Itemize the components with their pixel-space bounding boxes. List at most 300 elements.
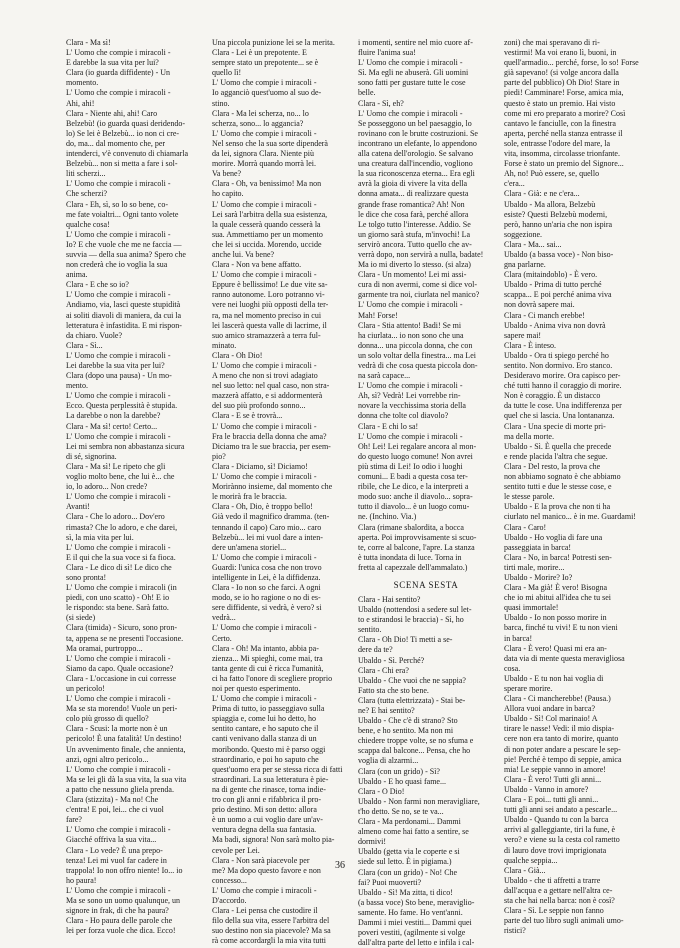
text-line: Clara (mitaindoblo) - È vero. [504,270,598,280]
text-line: Clara - Scusi: la morte non è un [66,724,168,734]
text-line: anima. [66,270,88,280]
text-line: sole, entrasse l'odore del mare, la [504,138,611,148]
text-line: Ubaldo - Non farmi non meravigliare, [358,796,480,806]
text-line: sono fatti per gustare tutte le cose [358,78,466,88]
text-line: Clara - E poi... tutti gli anni... [504,795,599,805]
text-line: Clara - È inteso. [504,340,556,350]
text-line: L' Uomo che compie i miracoli - [212,552,317,562]
text-line: vedrà... [212,613,236,623]
text-line: Forse è stato un premio del Signore... [504,159,624,169]
text-line: vere nei luoghi più opposti della ter- [212,300,329,310]
text-line: quello lì! [212,68,242,78]
text-line: Ma badi, signora! Non sarà molto pia- [212,835,335,845]
text-line: Ubaldo - Che c'è di strano? Sto [358,716,458,726]
text-line: Una piccola punizione lei se la merita. [212,38,335,47]
text-line: rimasta? Che lo adoro, e che darei, [66,522,178,532]
text-line: Clara - Hai sentito? [358,594,421,604]
text-line: che lei si uccida. Morendo, uccide [212,239,322,249]
text-line: Clara - Ci mancherebbe! (Pausa.) [504,694,611,704]
text-line: Clara (timida) - Sicuro, sono pron- [66,623,178,633]
text-line: Clara - Ci manch erebbe! [504,310,585,320]
text-line: almeno come hai fatto a sentire, se [358,827,469,837]
text-line: Clara - O Dio! [358,786,405,796]
text-line: concesso... [212,875,247,885]
text-line: Clara - Eh, sì, so lo so bene, co- [66,199,168,209]
text-line: L' Uomo che compie i miracoli - [212,623,317,633]
text-line: prio destino. Mi son detto: allora [212,805,317,815]
text-line: Clara - Niente ahi, ahi! Caro [66,108,158,118]
text-line: L' Uomo che compie i miracoli - [66,764,171,774]
text-line: noi per questo esperimento. [212,684,301,693]
text-line: Ubaldo - E la prova che non ti ha [504,502,611,512]
text-line: Clara - Non sarà piacevole per [212,855,310,865]
text-line: ché tutti hanno il coraggio di morire. [504,381,622,391]
text-line: parte del tuo libro sugli animali umo- [504,916,624,926]
text-line: mia! Le seppie vanno in amore! [504,764,606,774]
text-line: Clara - No, in barca! Potresti sen- [504,552,612,562]
text-line: di lauro dove trovi imprigionata [504,845,607,855]
text-line: Prima di tutto, io passeggiavo sulla [212,704,325,714]
text-line: Clara - Lo vede? È una prepo- [66,845,163,855]
text-line: arrivi al galleggiante, tiri la fune, è [504,825,616,835]
text-line: mazzerà affatto, e si addormenterà [212,391,323,401]
text-line: un solo voltar della finestra... ma Lei [358,350,476,360]
text-line: L' Uomo che compie i miracoli (in [66,583,177,593]
text-line: Clara (con un grido) - Sì? [358,766,440,776]
text-line: L' Uomo che compie i miracoli - [66,653,171,663]
text-line: L' Uomo che compie i miracoli - [212,128,317,138]
text-line: ai soliti diavoli di maniera, da cui la [66,310,182,320]
text-line: samente. Ho fame. Ho vent'anni. [358,907,463,917]
text-line: ho capito. [212,189,244,199]
text-line: Ubaldo - Io non posso morire in [504,613,607,623]
text-line: Ubaldo - Sì. Perché? [358,655,425,665]
text-line: pie! Perché è tempo di seppie, amica [504,754,622,764]
text-line: Clara - Già... [504,865,546,875]
text-line: Ubaldo (nottendosi a sedere sul let- [358,605,472,615]
text-line: più stima di Lei! Io odio i luoghi [358,461,463,471]
text-line: sentito cantare, e ho saputo che il [212,724,319,734]
text-line: è un uomo a cui voglio dare un'av- [212,815,323,825]
text-line: na sarà capace... [358,371,411,381]
text-line: Clara - Oh Dio! [212,350,263,360]
text-line: Oh! Lei! Lei regalare ancora al mon- [358,441,477,451]
text-line: Clara - Lei pensa che custodire il [212,906,318,916]
text-line: Ah, no! Può essere, se, quello [504,169,600,179]
text-line: c'entra! E poi, lei... che ci vuol [66,805,164,815]
text-line: cere non era tanto di morire, quanto [504,734,619,744]
text-line: t'ho detto. Se no, se te va... [358,806,444,816]
text-line: Clara - E se è trovrà... [212,411,283,421]
text-line: L' Uomo che compie i miracoli - [212,199,317,209]
text-line: sere diffidente, si vedrà, è vero? si [212,603,322,613]
text-line: L' Uomo che compie i miracoli - [66,492,171,502]
text-line: L' Uomo che compie i miracoli - [358,108,463,118]
text-line: Clara - Una specie di morte pri- [504,421,606,431]
text-line: non crederà che io voglia la sua [66,260,168,270]
text-line: mento. [66,381,88,391]
text-line: L' Uomo che compie i miracoli - [66,542,171,552]
text-line: Clara - Stia attento! Badi! Se mi [358,320,462,330]
text-line: vero? e viene su la cesta col rametto [504,835,620,845]
text-line: straordinario, e poi ho saputo che [212,754,319,764]
text-line: L' Uomo che compie i miracoli - [358,431,463,441]
text-line: L' Uomo che compie i miracoli - [358,300,463,310]
text-line: belle. [358,88,376,98]
text-line: Clara - Le dico di sì! Le dico che [66,562,172,572]
text-line: pio? [212,451,226,461]
text-line: alla catena dell'orologio. Se salvano [358,149,473,159]
text-line: tutto il diavolo... è un luogo comu- [358,502,470,512]
text-line: dall'acqua e a gettare nell'altra ce- [504,885,613,895]
text-line: morire. Morrà quando morrà lei. [212,159,316,169]
text-line: ci ha fatto l'onore di scegliere proprio [212,673,333,683]
text-line: suo destino non sia piacevole? Ma sa [212,926,331,936]
text-line: L' Uomo che compie i miracoli - [66,825,171,835]
text-line: stino. [212,98,230,108]
text-line: una creatura dall'incendio, vogliono [358,159,473,169]
text-line: canti venivano dalla stanza di un [212,734,317,744]
text-line: piedi! Camminare! Forse, amica mia, [504,88,624,98]
text-line: dere un'amena storiel... [212,542,287,552]
text-line: le stesse parole. [504,492,555,502]
text-line: chiedere troppe volte, se no sfuma e [358,736,474,746]
text-line: Clara - Ma sì! [66,38,111,47]
text-line: sentito. Non dormivo. Ero stanco. [504,361,613,370]
text-line: donna... una piccola donna, che con [358,340,473,350]
text-line: Mah! Forse! [358,310,398,320]
text-line: L' Uomo che compie i miracoli - [66,48,171,58]
text-line: signore in frak, di che ha paura? [66,906,169,916]
text-line: Clara - Oh, va benissimo! Ma non [212,179,322,189]
text-line: piedi, con uno scatto) - Oh! E io [66,593,170,603]
text-line: sentito tutti e due le stesse cose, e [504,482,612,492]
text-line: Avanti! [66,502,90,512]
text-line: passeggiata in barca! [504,542,572,552]
text-line: cantavo le fanciulle, con la finestra [504,118,616,128]
text-line: L' Uomo che compie i miracoli - [358,381,463,391]
text-line: Clara - Diciamo, sì! Diciamo! [212,461,308,471]
text-line: Ubaldo - Ora ti spiego perché ho [504,350,609,360]
text-line: Clara - Ma sì! certo! Certo... [66,421,158,431]
text-line: na di gente che rinasce, torna indie- [212,784,326,794]
text-line: le morirà fra le braccia. [212,492,287,502]
text-line: sì, la mia vita per lui. [66,532,134,542]
text-line: questo è stato un premio. Hai visto [504,98,616,108]
text-line: donna amata... di realizzare questa [358,189,469,199]
text-line: lo) Se lei è Belzebù... io non ci cre- [66,128,180,138]
text-line: Lei sarà l'arbitra della sua esistenza, [212,209,328,219]
text-line: Clara (tutta elettrizzata) - Stai be- [358,695,466,705]
text-line: Se posseggono un bel paesaggio, lo [358,118,472,128]
text-line: Ubaldo - Prima di tutto perché [504,280,602,290]
text-line: ra, ma nel momento preciso in cui [212,310,322,320]
text-line: filo della sua vita, essere l'arbitra del [212,916,330,926]
text-line: zoni) che mai speravano di ri- [504,38,600,47]
text-line: Siamo da capo. Quale occasione? [66,663,174,673]
text-line: sta che hai nella barca: non è così? [504,895,615,905]
text-line: aperta. Poi improvvisamente si scuo- [358,532,477,542]
text-line: da tutte le cose. Una indifferenza per [504,401,622,411]
text-line: quel che si lascia. Una lontananza. [504,411,615,421]
text-line: incontrano un elefante, lo appendono [358,138,477,148]
text-line: Io? E che vuole che me ne faccia — [66,239,182,249]
text-line: Andiamo, via, lasci queste stupidità [66,300,181,310]
text-line: un pericolo! [66,684,105,693]
text-line: Ubaldo - Ma allora, Belzebù [504,199,596,209]
text-line: non abbiamo sognato è che abbiamo [504,472,621,482]
text-line: Clara (con un grido) - No! Che [358,867,458,877]
text-line: tenza! Lei mi vuol far cadere in [66,855,167,865]
text-line: dere da te? [358,645,393,655]
text-line: Nel senso che la sua sorte dipenderà [212,138,328,148]
text-line: sapere mai! [504,330,542,340]
text-line: Ubaldo - Sì! Col marinaio! A [504,714,598,724]
text-line: L' Uomo che compie i miracoli - [66,885,171,895]
text-line: vestirmi! Ma voi erano lì, buoni, in [504,48,617,58]
text-line: ta, appena se ne presenti l'occasione. [66,633,184,643]
text-line: Le tolgo tutto l'interesse. Addio. Se [358,219,471,229]
text-line: Clara - Un momento! Lei mi assi- [358,270,467,280]
text-line: E darebbe la sua vita per lui? [66,58,159,68]
text-line: lei per forza vuole che dica. Ecco! [66,926,176,936]
text-line: quell'armadio... perché, forse, lo so! Forse [504,58,639,68]
text-line: zienza... Mi spieghi, come mai, tra [212,653,323,663]
text-line: Clara - Sì. Le seppie non fanno [504,906,604,916]
text-line: L' Uomo che compie i miracoli - [66,431,171,441]
text-line: Ah, sì? Vedrà! Lei vorrebbe rin- [358,391,461,401]
text-line: me? Ma dopo questo favore e non [212,865,321,875]
text-line: sono pronta! [66,572,107,582]
text-line: L' Uomo che compie i miracoli - [212,885,317,895]
text-line: Clara (dopo una pausa) - Un mo- [66,371,172,381]
text-line: Non è coraggio. È un distacco [504,391,601,401]
text-line: Clara (io guarda diffidente) - Un [66,68,171,78]
text-line: i momenti, sentire nel mio cuore af- [358,38,473,47]
text-line: dall'altra parte del letto e infila i cal- [358,938,475,948]
text-line: Ma se lei gli dà la sua vita, la sua vita [66,774,187,784]
text-line: A meno che non si trovi adagiato [212,371,318,381]
text-line: L' Uomo che compie i miracoli - [66,229,171,239]
text-line: Clara - Del resto, la prova che [504,461,601,471]
text-line: a patto che nessuno gliela prenda. [66,784,174,794]
text-line: Ma io mi diverto lo stesso. (si alza) [358,260,471,270]
text-line: fretta al capezzale dell'ammalato.) [358,562,468,572]
text-line: Ubaldo - Quando tu con la barca [504,815,609,825]
text-line: spiaggia e, come lui ho detto, ho [212,714,316,724]
text-line: Clara - Io non so che farci. A ogni [212,583,321,593]
text-line: le dice che cosa farà, perché allora [358,209,469,219]
text-line: scherza, sono... lo aggancia? [212,118,304,128]
text-line: scappa... E poi perché anima viva [504,290,612,300]
text-line: Clara - E chi lo sa! [358,421,419,431]
text-line: Belzebù... non si metta a fare i sol- [66,159,178,169]
text-line: Clara - Ma già! È vero! Bisogna [504,583,608,593]
text-line: Ubaldo - Anima viva non dovrà [504,320,606,330]
text-line: L' Uomo che compie i miracoli - [212,270,317,280]
text-line: Clara - Oh! Ma intanto, abbia pa- [212,643,319,653]
text-line: gna parlarne. [504,260,546,270]
text-line: L' Uomo che compie i miracoli - [66,391,171,401]
text-line: L' Uomo che compie i miracoli - [212,361,317,370]
text-line: dormivi! [358,837,386,847]
text-line: sperare morire. [504,684,553,693]
text-line: Clara - È vero! Tutti gli anni... [504,774,602,784]
text-line: colo più grosso di quello? [66,714,149,724]
text-line: di sé, signorina. [66,451,117,461]
text-line: Lei darebbe la sua vita per lui? [66,361,165,370]
text-line: liti scherzi... [66,169,106,179]
text-line: anzi, ogni altro pericolo... [66,754,149,764]
text-line: (a bassa voce) Sto bene, meraviglio- [358,897,475,907]
text-line: Ubaldo - Vanno in amore? [504,784,589,794]
text-line: L' Uomo che compie i miracoli - [212,421,317,431]
text-line: data via di mente questa meravigliosa [504,653,625,663]
text-line: tutti gli anni sei andato a pescarle... [504,805,618,815]
text-line: Fra le braccia della donna che ama? [212,431,327,441]
text-line: è tutta inondata di luce. Torna in [358,552,462,562]
text-line: L' Uomo che compie i miracoli - [358,58,463,68]
text-line: Clara - Ma sì! Le ripeto che gli [66,461,166,471]
column-2 [212,38,348,948]
text-line: la sua riconoscenza eterna... Era egli [358,169,475,179]
text-line: straordinari. La sua letteratura è pie- [212,774,329,784]
text-line: vita, insomma, circolasse trionfante. [504,149,620,159]
text-line: fluire l'anima sua! [358,48,416,58]
text-line: Guardi: l'unica cosa che non trovo [212,562,322,572]
text-line: Sì. Ma egli ne abuserà. Gli uomini [358,68,469,78]
text-line: donna che tolte col diavolo? [358,411,449,421]
text-line: (si siede) [66,613,96,623]
text-line: anche lui. Va bene? [212,249,275,259]
text-line: te, corre al balcone, l'apre. La stanza [358,542,475,552]
text-line: novare la vecchissima storia della [358,401,466,411]
text-line: parte del pubblico) Oh Dio! Stare in [504,78,620,88]
text-line: scappa dal balcone... Pensa, che ho [358,746,471,756]
text-line: Ubaldo - Sì! Ma zitta, ti dico! [358,887,453,897]
text-line: tennando il capo) Caro mio... caro [212,522,322,532]
text-line: minato. [212,340,237,350]
text-line: ristici? [504,926,526,936]
text-line: Clara - Sì, eh? [358,98,404,108]
text-line: le rispondo: sta bene. Sarà fatto. [66,603,169,613]
text-line: moribondo. Questo mi è parso oggi [212,744,326,754]
text-line: Clara - Caro! [504,522,547,532]
text-line: Ubaldo - E tu non hai voglia di [504,673,604,683]
text-line: tanta gente di cui è ricca l'umanità, [212,663,324,673]
text-line: Un avvenimento finale, che annienta, [66,744,186,754]
text-line: Che scherzi? [66,189,108,199]
text-line: tirare le nasse! Vedi: il mio dispia- [504,724,615,734]
text-line: rà come accordargli la mia vita tutti [212,936,327,946]
text-line: Giacché offriva la sua vita... [66,835,157,845]
text-line: L' Uomo che compie i miracoli - [212,472,317,482]
text-line: pericolo! È una fatalità! Un destino! [66,734,182,744]
text-line: to e stirandosi le braccia) - Sì, ho [358,615,464,625]
text-line: L' Uomo che compie i miracoli - [66,694,171,704]
text-line: D'accordo. [212,895,247,905]
text-line: qualche cosa! [66,219,110,229]
text-line: da lei, signora Clara. Niente più [212,149,314,159]
column-3 [358,38,494,948]
text-line: Ubaldo - che ti affretti a trarre [504,875,601,885]
text-line: L' Uomo che compie i miracoli - [66,290,171,300]
text-line: do, ma... dal momento che, per [66,138,166,148]
text-line: ho paura! [66,875,97,885]
text-line: garmente tra noi, ciurlata nel manico? [358,290,480,300]
text-line: Ubaldo - Morire? Io? [504,572,573,582]
text-line: Fatto sta che sto bene. [358,685,429,695]
text-line: Desideravo morire. Ora capisco per- [504,371,621,381]
text-line: Clara - Ho paura delle parole che [66,916,173,926]
text-line: che io mi abitui all'idea che tu sei [504,593,611,603]
text-line: ha ciurlata... io non sono che una [358,330,464,340]
text-line: Dammi i miei vestiti... Dammi quei [358,917,472,927]
text-line: sentito. [358,625,382,635]
text-line: Clara - Lei è un prepotente. E [212,48,307,58]
text-line: voglia di alzarmi... [358,756,419,766]
text-line: Lei mi sembra non abbastanza sicura [66,441,185,451]
text-line: Clara - Già: e ne c'era... [504,189,580,199]
page-number: 36 [335,860,345,871]
text-line: grande frase romantica? Ah! Non [358,199,465,209]
text-line: trappola! Io non offro niente! Io... io [66,865,183,875]
text-line: Clara - Chi era? [358,665,409,675]
text-line: L' Uomo che compie i miracoli - [66,88,171,98]
text-line: L' Uomo che compie i miracoli - [212,78,317,88]
text-line: rovinano con le brutte costruzioni. Se [358,128,478,138]
text-line: di non poter andare a pescare le sep- [504,744,621,754]
text-line: intelligente in Lei, è la diffidenza. [212,572,321,582]
text-line: Clara - Oh Dio! Ti metti a se- [358,635,453,645]
column-4 [504,38,640,948]
text-line: Clara - Ma perdonami... Dammi [358,817,461,827]
text-line: Clara - E che so io? [66,280,129,290]
text-line: La darebbe o non la darebbe? [66,411,161,421]
text-line: ribile, che Le dico, e la interpreti a [358,482,469,492]
text-line: fare? [66,815,82,825]
text-line: ranno autonome. Loro potranno vi- [212,290,325,300]
text-line: come mi ero preparato a morire? Così [504,108,626,118]
text-line: L' Uomo che compie i miracoli - [66,350,171,360]
text-line: Ubaldo - E ho quasi fame... [358,776,446,786]
text-line: servirò ancora. Tutto quello che av- [358,239,472,249]
text-line: un giorno sarà stufa, m'invochi! La [358,229,471,239]
text-line: intenderci, v'è convenuto di chiamarla [66,149,189,159]
text-line: qualche seppia... [504,855,558,865]
text-line: Ma se sta morendo! Vuole un peri- [66,704,178,714]
text-line: ma della morte. [504,431,554,441]
text-line: Clara - Sì... [66,340,103,350]
text-line: vedrà di che cosa questa piccola don- [358,361,478,370]
text-line: cosa. [504,663,521,673]
text-line: Clara - Ma... sai... [504,239,562,249]
text-line: Clara (rimane sbalordita, a bocca [358,522,464,532]
text-line: Diciamo tra le sue braccia, per esem- [212,441,331,451]
text-line: Ubaldo (a bassa voce) - Non biso- [504,249,614,259]
text-line: Morirànno insieme, dal momento che [212,482,333,492]
text-line: in barca! [504,633,533,643]
text-line: e rende placida l'altra che segue. [504,451,608,461]
text-line: L' Uomo che compie i miracoli - [212,694,317,704]
text-line: Certo. [212,633,232,643]
text-line: siede sul letto. È in pigiama.) [358,857,452,867]
text-line: modo suo: anche il diavolo... sopra- [358,492,473,502]
text-line: cevole per Lei. [212,845,260,855]
text-line: Clara (stizzita) - Ma no! Che [66,795,159,805]
text-line: modo, se io ho ragione o no di es- [212,593,321,603]
text-line: tro con gli anni e rifabbrica il pro- [212,795,322,805]
